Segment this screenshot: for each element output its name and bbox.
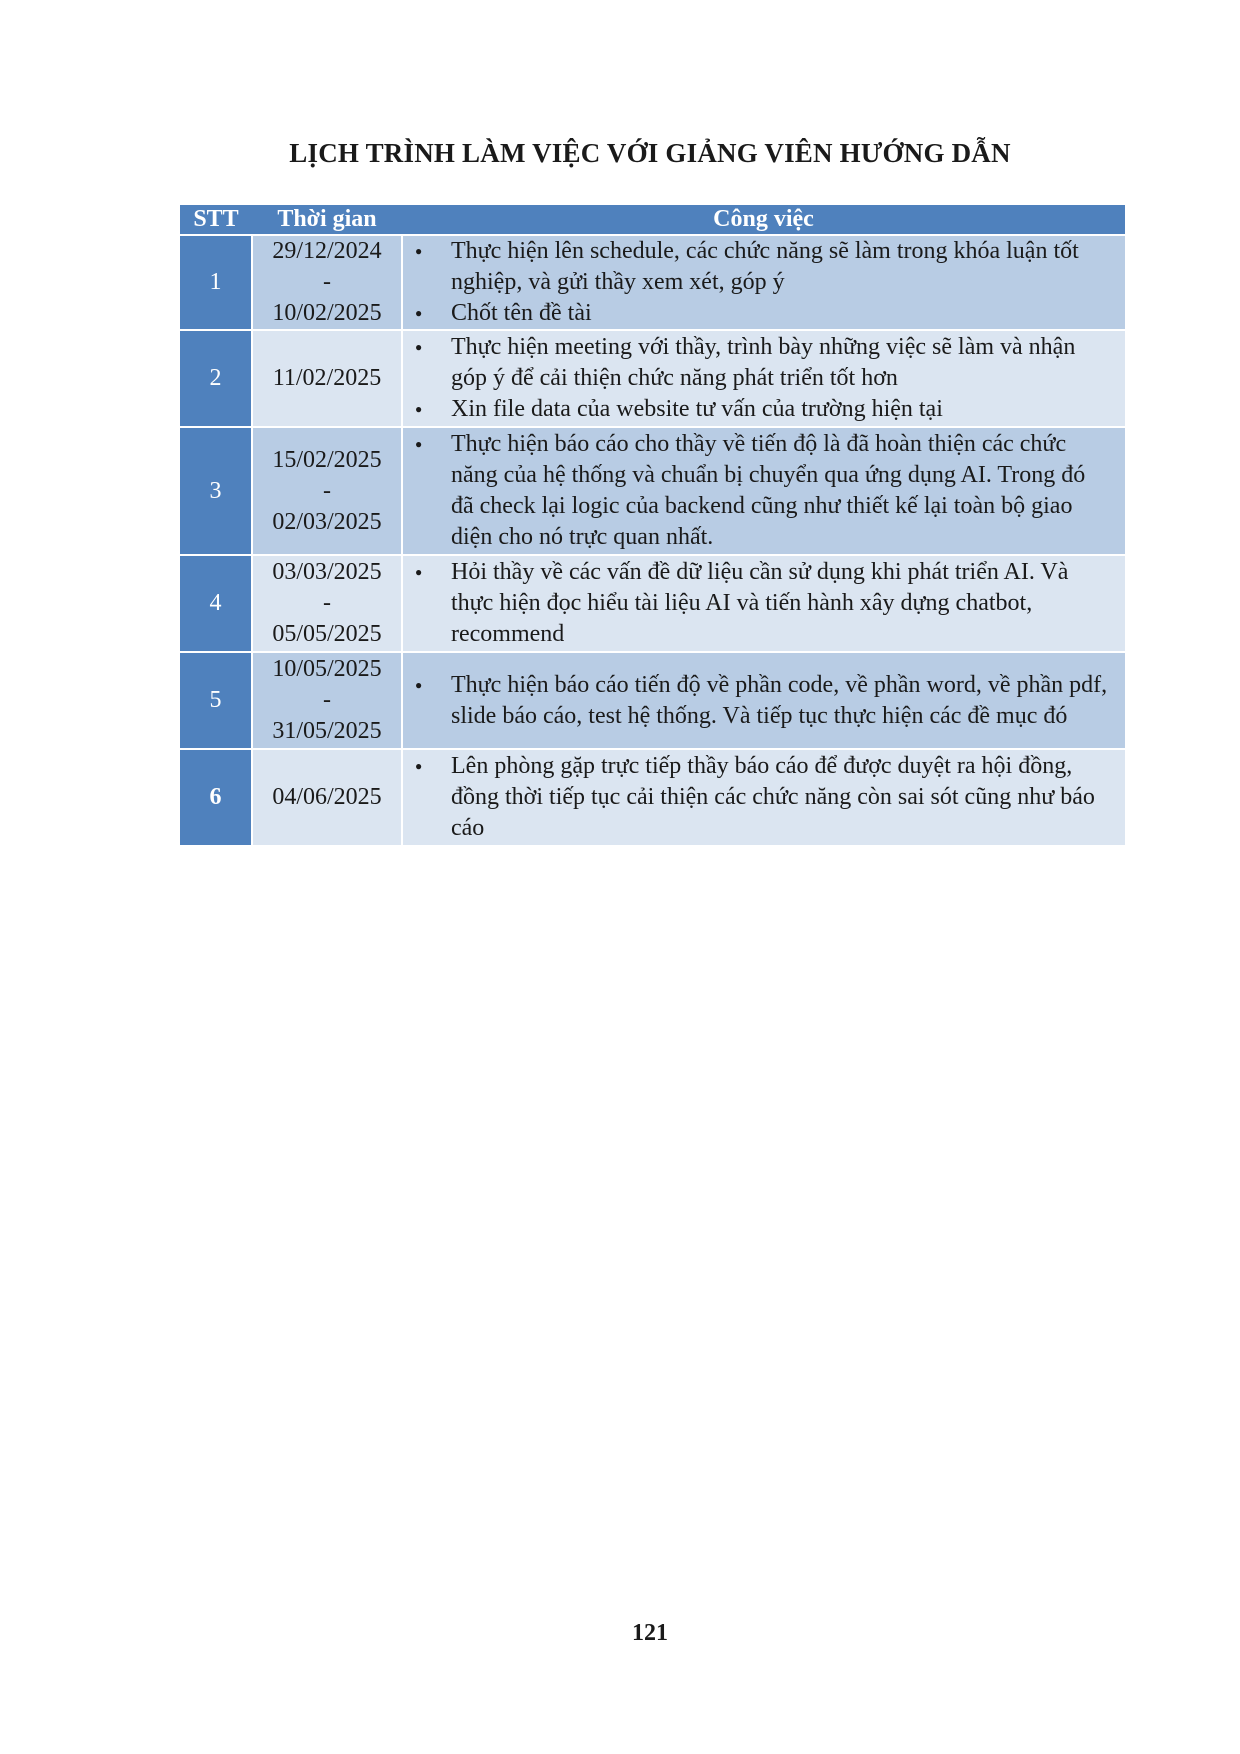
task-item: ● Thực hiện báo cáo tiến độ về phần code, về phần word, về phần pdf, slide báo cáo, test hệ thống. Và tiếp tục thực hiện các đề mục đó [451, 670, 1113, 732]
task-list [403, 670, 1125, 732]
row-time [252, 555, 402, 652]
row-time [252, 330, 402, 427]
time-start: 03/03/2025 [272, 559, 382, 585]
table-row [180, 749, 1125, 846]
time-end: 02/03/2025 [272, 508, 382, 535]
row-time [252, 652, 402, 749]
row-work [402, 652, 1125, 749]
table-row [180, 427, 1125, 555]
time-start: 10/05/2025 [272, 656, 382, 682]
row-work [402, 427, 1125, 555]
task-item: ● Thực hiện meeting với thầy, trình bày những việc sẽ làm và nhận góp ý để cải thiện chức năng phát triển tốt hơn [451, 332, 1113, 394]
row-stt: 5 [180, 652, 252, 749]
task-item: ● Hỏi thầy về các vấn đề dữ liệu cần sử dụng khi phát triển AI. Và thực hiện đọc hiểu tài liệu AI và tiến hành xây dựng chatbot, recommend [451, 557, 1113, 650]
task-list [403, 751, 1125, 844]
task-list [403, 332, 1125, 425]
row-stt: 1 [180, 235, 252, 330]
task-item: ● Chốt tên đề tài [451, 298, 1113, 329]
time-start: 29/12/2024 [272, 238, 382, 264]
row-work [402, 555, 1125, 652]
time-end: 10/02/2025 [272, 300, 382, 326]
page-title: LỊCH TRÌNH LÀM VIỆC VỚI GIẢNG VIÊN HƯỚNG DẪN [289, 138, 1011, 168]
row-stt: 6 [180, 749, 252, 846]
row-stt: 4 [180, 555, 252, 652]
row-stt: 2 [180, 330, 252, 427]
time-separator: - [323, 590, 331, 616]
row-time [252, 235, 402, 330]
time-start: 15/02/2025 [272, 446, 382, 473]
task-item: ● Thực hiện lên schedule, các chức năng sẽ làm trong khóa luận tốt nghiệp, và gửi thầy xem xét, góp ý [451, 236, 1113, 298]
time-separator: - [323, 687, 331, 713]
row-work [402, 235, 1125, 330]
row-stt: 3 [180, 427, 252, 555]
time-separator: - [323, 477, 331, 504]
task-list [403, 236, 1125, 329]
time-start: 04/06/2025 [272, 784, 382, 810]
table-row [180, 652, 1125, 749]
row-work [402, 749, 1125, 846]
row-time [252, 749, 402, 846]
table-row [180, 235, 1125, 330]
header-work: Công việc [402, 205, 1125, 235]
table-row [180, 555, 1125, 652]
row-time [252, 427, 402, 555]
time-start: 11/02/2025 [272, 365, 382, 391]
time-end: 05/05/2025 [272, 621, 382, 647]
task-item: ● Lên phòng gặp trực tiếp thầy báo cáo để được duyệt ra hội đồng, đồng thời tiếp tục cải thiện các chức năng còn sai sót cũng như báo cáo [451, 751, 1113, 844]
header-stt: STT [180, 205, 252, 235]
task-list [403, 429, 1125, 553]
table-header-row [180, 205, 1125, 235]
schedule-table [180, 205, 1125, 847]
row-work [402, 330, 1125, 427]
task-list [403, 557, 1125, 650]
table-row [180, 330, 1125, 427]
time-separator: - [323, 269, 331, 295]
time-end: 31/05/2025 [272, 718, 382, 744]
page-number: 121 [632, 1620, 668, 1646]
task-item: ● Xin file data của website tư vấn của trường hiện tại [451, 394, 1113, 425]
header-time: Thời gian [252, 205, 402, 235]
task-item: ● Thực hiện báo cáo cho thầy về tiến độ là đã hoàn thiện các chức năng của hệ thống và chuẩn bị chuyển qua ứng dụng AI. Trong đó đã check lại logic của backend cũng như thiết kế lại toàn bộ giao diện cho nó trực quan nhất. [451, 429, 1113, 553]
